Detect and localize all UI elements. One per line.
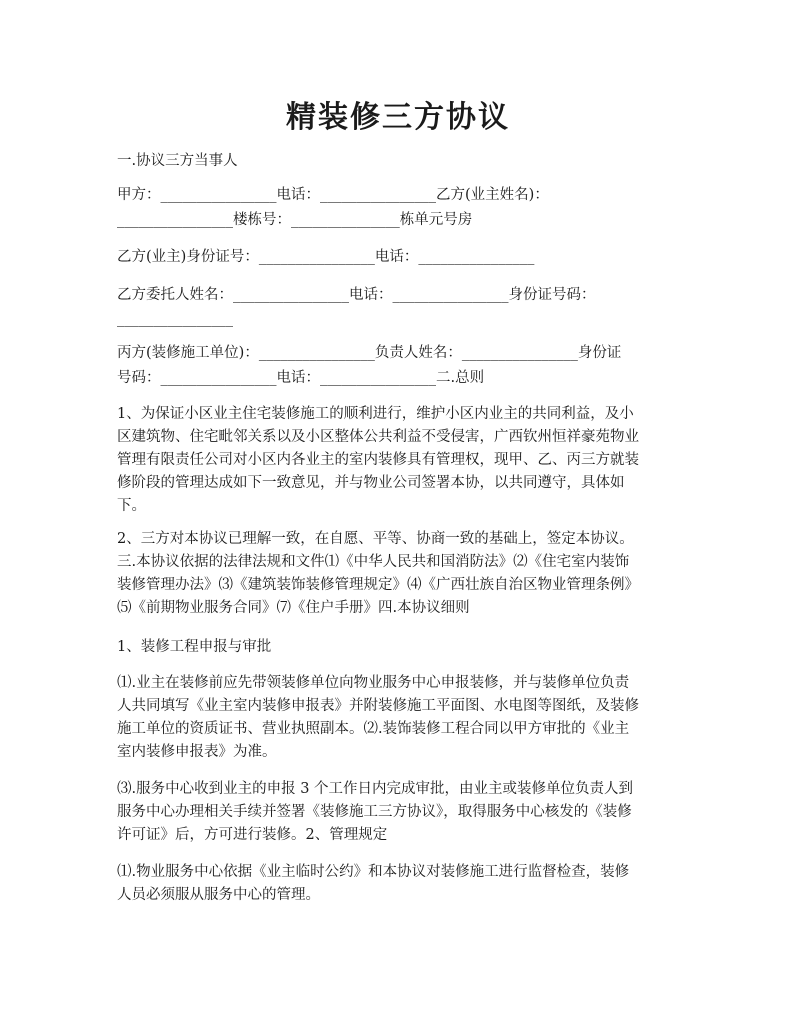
text-line: 修阶段的管理达成如下一致意见，并与物业公司签署本协，以共同遵守，具体如 [117, 475, 625, 491]
text-line: 管理有限责任公司对小区内各业主的室内装修具有管理权，现甲、乙、丙三方就装 [117, 452, 639, 468]
text-line: 施工单位的资质证书、营业执照副本。⑵.装饰装修工程合同以甲方审批的《业主 [117, 721, 630, 737]
text-line: ⑴.物业服务中心依据《业主临时公约》和本协议对装修施工进行监督检查，装修 [117, 864, 630, 880]
text-line: 服务中心办理相关手续并签署《装修施工三方协议》，取得服务中心核发的《装修 [117, 804, 632, 820]
text-line: 室内装修申报表》为准。 [117, 744, 277, 760]
section-heading: 一.协议三方当事人 [117, 153, 238, 169]
text-line: 丙方(装修施工单位)：________________负责人姓名：________________身份证 [117, 345, 622, 361]
text-line: ⑸《前期物业服务合同》⑺《住户手册》四.本协议细则 [117, 600, 470, 616]
document-title: 精装修三方协议 [286, 100, 510, 135]
text-line: ⑶.服务中心收到业主的申报 3 个工作日内完成审批，由业主或装修单位负责人到 [117, 781, 634, 797]
text-line: 号码：________________电话：________________二.总则 [117, 370, 485, 386]
text-line: 区建筑物、住宅毗邻关系以及小区整体公共利益不受侵害，广西钦州恒祥豪苑物业 [117, 429, 639, 445]
text-line: ________________ [117, 311, 233, 327]
text-line: ⑴.业主在装修前应先带领装修单位向物业服务中心申报装修，并与装修单位负责 [117, 675, 630, 691]
text-line: 装修管理办法》⑶《建筑装饰装修管理规定》⑷《广西壮族自治区物业管理条例》 [117, 577, 639, 593]
section-heading: 1、装修工程申报与审批 [117, 639, 272, 655]
text-line: 下。 [117, 498, 146, 514]
text-line: 人共同填写《业主室内装修申报表》并附装修施工平面图、水电图等图纸，及装修 [117, 698, 639, 714]
text-line: 2、三方对本协议已理解一致，在自愿、平等、协商一致的基础上，签定本协议。 [117, 531, 634, 547]
text-line: 乙方(业主)身份证号：________________电话：________________ [117, 249, 535, 265]
text-line: 甲方：________________电话：________________乙方(业主姓名)： [117, 187, 549, 203]
text-line: 许可证》后，方可进行装修。2、管理规定 [117, 827, 388, 843]
text-line: 1、为保证小区业主住宅装修施工的顺利进行，维护小区内业主的共同利益，及小 [117, 406, 634, 422]
text-line: 乙方委托人姓名：________________电话：________________身份证号码： [117, 287, 596, 303]
text-line: ________________楼栋号：_______________栋单元号房 [117, 212, 473, 228]
text-line: 人员必须服从服务中心的管理。 [117, 887, 320, 903]
text-line: 三.本协议依据的法律法规和文件⑴《中华人民共和国消防法》⑵《住宅室内装饰 [117, 554, 630, 570]
